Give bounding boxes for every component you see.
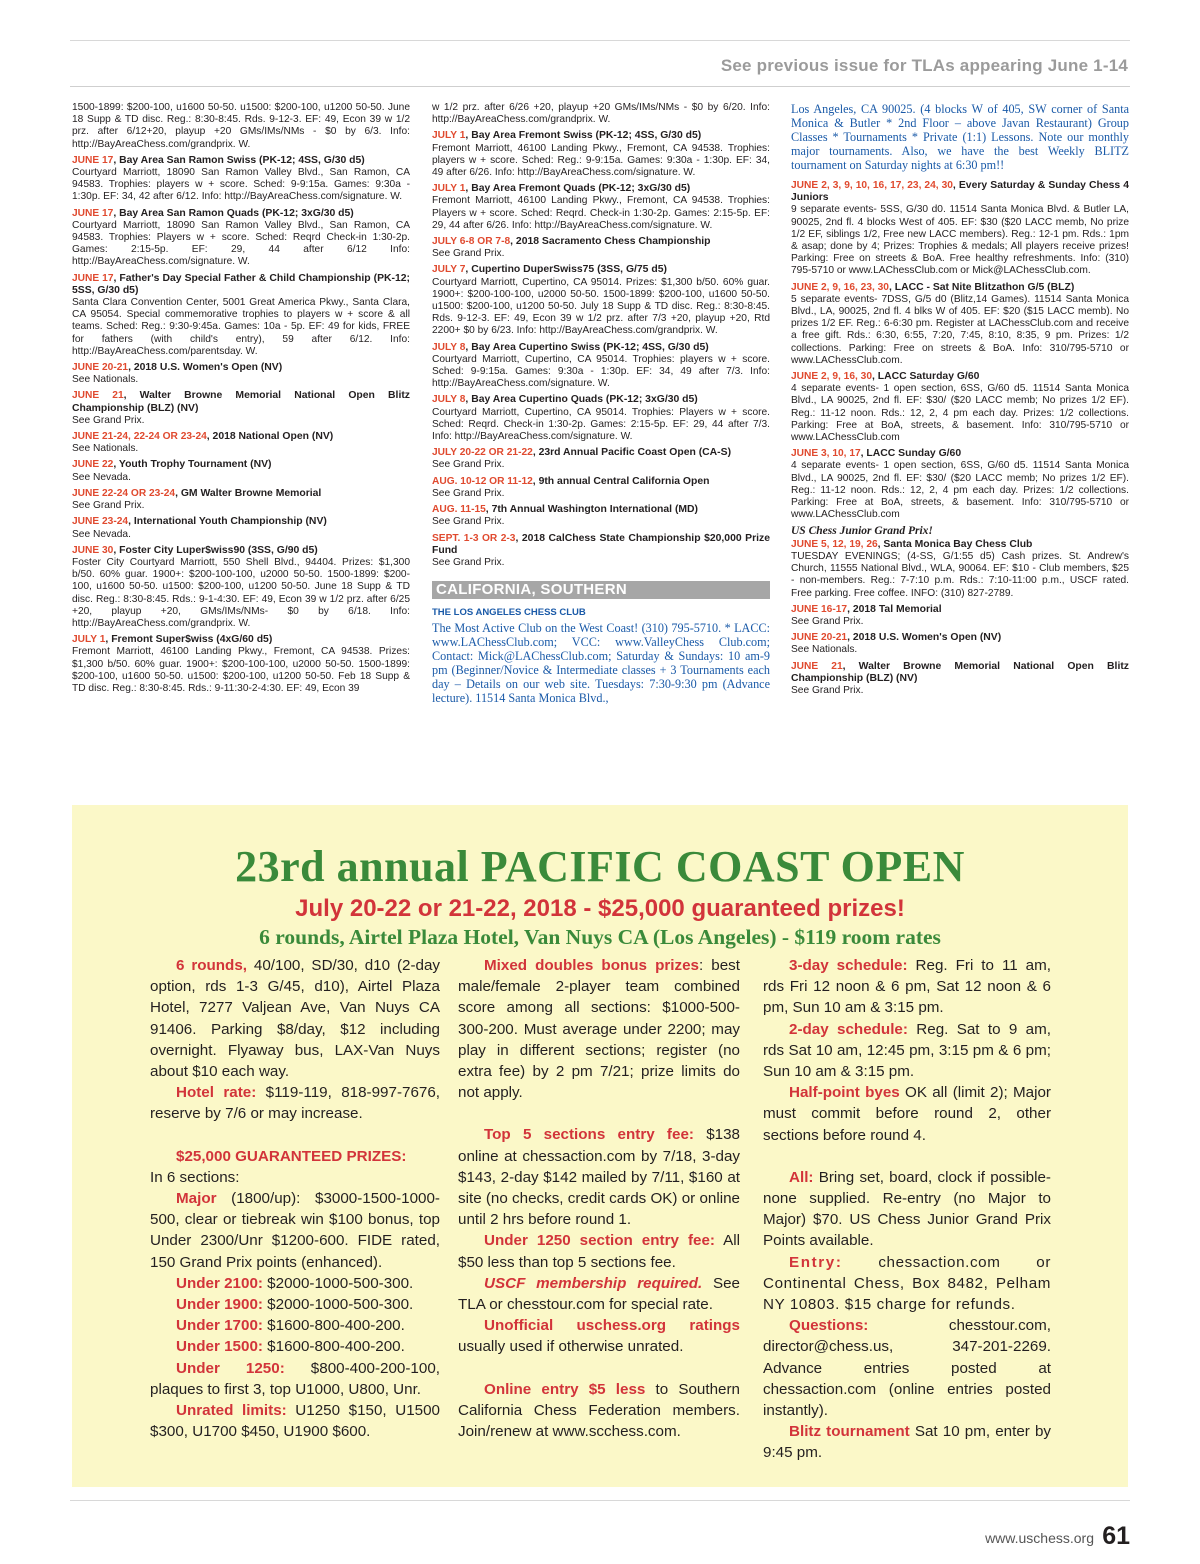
listing-details: See Grand Prix. [791, 684, 864, 696]
listing-title: , Santa Monica Bay Chess Club [877, 538, 1033, 550]
listing-dates: JUNE 21 [791, 660, 843, 672]
tournament-listing [432, 130, 770, 179]
listing-dates: JUNE 16-17 [791, 603, 848, 615]
tournament-listing [791, 539, 1129, 600]
tournament-listing [72, 102, 410, 151]
top-rule [70, 40, 1130, 41]
listing-dates: JULY 7 [432, 264, 466, 276]
listing-title: , Fremont Super$wiss (4xG/60 d5) [105, 634, 273, 646]
listing-title: , 2018 U.S. Women's Open (NV) [128, 362, 283, 374]
listing-title: , LACC - Sat Nite Blitzathon G/5 (BLZ) [888, 281, 1075, 293]
listing-heading [72, 431, 410, 443]
tournament-listing [72, 362, 410, 386]
junior-grand-prix-heading: US Chess Junior Grand Prix! [791, 525, 933, 538]
listing-heading [791, 180, 1129, 204]
tournament-listing [791, 661, 1129, 698]
listing-column-1 [72, 102, 410, 699]
listing-dates: JULY 1 [432, 183, 466, 195]
unofficial-ratings-paragraph: Unofficial uschess.org ratings usually used if otherwise unrated. [458, 1317, 740, 1356]
listing-details: Fremont Marriott, 46100 Landing Pkwy., Fremont, CA 94538. Trophies: players w + score. Sched: Reg.: 9-9:15a. Games: 9:30a - 1:30p. EF: 34, 49 after 6/26. Info: http://BayAreaChess.com/signature. W. [432, 142, 770, 179]
listing-details: See Grand Prix. [432, 248, 505, 260]
tournament-listing [432, 533, 770, 570]
listing-details: See Grand Prix. [432, 459, 505, 471]
tournament-listing [791, 180, 1129, 278]
tournament-listing [72, 634, 410, 695]
listing-heading [72, 545, 410, 557]
under-1700-prizes: Under 1700: $1600-800-400-200. [176, 1317, 405, 1335]
tournament-listing [791, 448, 1129, 521]
tournament-listing [72, 459, 410, 483]
listing-title: , Foster City Luper$wiss90 (3SS, G/90 d5) [113, 544, 318, 556]
listing-dates: JUNE 22 [72, 459, 114, 471]
listing-heading [432, 342, 770, 354]
listing-details: Fremont Marriott, 46100 Landing Pkwy., Fremont, CA 94538. Prizes: $1,300 b/50. 60% guar. 1900+: $200-100-100, u2000 50-50. 1500-1899: $200-100, u1600 50-50. u1500: $200-100, u1200 50-50. Feb 18 Supp & TD disc. Reg.: 8:30-8:45. Rds.: 9-11:30-2-4:30. EF: 49, Econ 39 [72, 646, 410, 694]
blitz-paragraph: Blitz tournament Sat 10 pm, enter by 9:45 pm. [763, 1423, 1051, 1462]
listing-heading [72, 634, 410, 646]
listing-heading [432, 130, 770, 142]
hotel-rate-paragraph: Hotel rate: $119-119, 818-997-7676, reserve by 7/6 or may increase. [150, 1084, 441, 1123]
online-entry-paragraph: Online entry $5 less to Southern California Chess Federation members. Join/renew at www.scchess.com. [458, 1380, 740, 1441]
listing-heading [432, 504, 770, 516]
listing-details: See Grand Prix. [432, 516, 505, 528]
tournament-listing [432, 236, 770, 260]
tournament-listing [432, 504, 770, 528]
listing-dates: JUNE 17 [72, 272, 114, 284]
listing-dates: JUNE 17 [72, 154, 114, 166]
listing-title: , 2018 National Open (NV) [206, 431, 334, 443]
listing-title: , Walter Browne Memorial National Open Blitz Championship (BLZ) (NV) [791, 660, 1129, 684]
listing-dates: JUNE 22-24 OR 23-24 [72, 487, 176, 499]
listing-column-2 [432, 102, 770, 705]
listing-title: , LACC Saturday G/60 [871, 371, 980, 383]
listing-title: , 2018 Tal Memorial [847, 603, 942, 615]
listing-dates: SEPT. 1-3 OR 2-3 [432, 532, 516, 544]
listing-details: Courtyard Marriott, 18090 San Ramon Valley Blvd., San Ramon, CA 94583. Trophies: Players w + score. Sched: Reqrd Check-in 1:30-2p. Games: 2:15-5p. EF: 29, 44 after 6/12 Info: http://BayAreaChess.com/signature. W. [72, 219, 410, 268]
listing-details: w 1/2 prz. after 6/26 +20, playup +20 GMs/IMs/NMs - $0 by 6/20. Info: http://BayAreaChess.com/grandprix. W. [432, 102, 770, 126]
footer-url: www.uschess.org [985, 1530, 1094, 1546]
listing-heading [432, 476, 770, 488]
listing-dates: JUNE 20-21 [72, 362, 129, 374]
tournament-listing [72, 390, 410, 427]
listing-dates: JULY 6-8 OR 7-8 [432, 236, 511, 248]
listing-dates: JULY 1 [72, 634, 106, 646]
club-description: The Most Active Club on the West Coast! (310) 795-5710. * LACC: www.LAChessClub.com; VCC: www.ValleyChess Club.com; Contact: Mick@LAChessClub.com; Saturday & Sundays: 10 am-9 pm (Beginner/Novice & Intermediate classes + 3 Tournaments each day – Details on our web site. Tuesdays: 7:30-9:30 pm (Advance lecture). 11514 Santa Monica Blvd., [432, 620, 770, 705]
listing-title: , Bay Area Fremont Quads (PK-12; 3xG/30 d5) [465, 183, 691, 195]
under-1250-prizes: Under 1250: $800-400-200-100, plaques to first 3, top U1000, U800, Unr. [150, 1359, 440, 1398]
entry-fee-paragraph: Top 5 sections entry fee: $138 online at chessaction.com by 7/18, 3-day $143, 2-day $142 mailed by 7/11, $160 at site (no checks, credit cards OK) or online until 2 hrs before round 1. [458, 1126, 740, 1229]
listing-heading [432, 447, 770, 459]
listing-title: , Walter Browne Memorial National Open Blitz Championship (BLZ) (NV) [72, 390, 410, 414]
listing-title: , Bay Area Fremont Swiss (PK-12; 4SS, G/30 d5) [465, 130, 702, 142]
tournament-listing [72, 208, 410, 269]
listing-heading [791, 604, 1129, 616]
listing-details: Foster City Courtyard Marriott, 550 Shell Blvd., 94404. Prizes: $1,300 b/50. 60% guar. 1900+: $200-100-100, u2000 50-50. 1500-1899: $200-100, u1600 50-50. u1500: $200-100, u1200 50-50. June 18 Supp & TD disc. Reg.: 8:30-8:45. Rds.: 9-1-4:30. EF: 49, Econ 39 w 1/2 prz. after 6/25 +20, playup +20, GMs/IMs/NMs- $0 by 6/18. Info: http://BayAreaChess.com/grandprix. W. [72, 556, 410, 629]
listing-heading [791, 282, 1129, 294]
listing-details: 4 separate events- 1 open section, 6SS, G/60 d5. 11514 Santa Monica Blvd., LA 90025, 2nd fl. EF: $30/ ($20 LACC memb; No prizes 1/2 EF). Reg.: 11-12 noon. Rds.: 12, 2, 4 pm each day. Prizes: 1/2 collections. Parking: Free at BoA, streets, & basement. Info: 310/795-5710 or www.LAChessClub.com [791, 460, 1129, 521]
entry-paragraph: Entry: chessaction.com or Continental Chess, Box 8482, Pelham NY 10803. $15 charge for refunds. [763, 1253, 1051, 1314]
ad-column-3 [763, 955, 1051, 1464]
listing-title: , Cupertino DuperSwiss75 (3SS, G/75 d5) [465, 264, 667, 276]
listing-dates: AUG. 11-15 [432, 504, 486, 516]
listing-heading [72, 273, 410, 297]
listing-heading [432, 183, 770, 195]
ad-column-2 [458, 955, 740, 1442]
club-title: THE LOS ANGELES CHESS CLUB [432, 607, 586, 619]
listing-heading [432, 236, 770, 248]
under-1900-prizes: Under 1900: $2000-1000-500-300. [176, 1296, 414, 1314]
listing-details: See Nationals. [72, 443, 139, 455]
ad-subtitle-2: 6 rounds, Airtel Plaza Hotel, Van Nuys CA (Los Angeles) - $119 room rates [259, 925, 941, 949]
listing-details: See Nationals. [791, 644, 858, 656]
under-2100-prizes: Under 2100: $2000-1000-500-300. [176, 1274, 414, 1292]
tournament-listing [432, 102, 770, 126]
listing-details: Courtyard Marriott, Cupertino, CA 95014. Prizes: $1,300 b/50. 60% guar. 1900+: $200-100-100, u2000 50-50. 1500-1899: $200-100, u1600 50-50. u1500: $200-100, u1200 50-50. July 18 Supp & TD disc. Reg.: 8:30-8:45. Rds. 9-12-3. EF: 49, Econ 39 w 1/2 prz. after 7/3 +20, playup +20, Rtd 2200+ $0 by 6/23. Info: http://BayAreaChess.com/grandprix. W. [432, 276, 770, 337]
listing-heading [432, 264, 770, 276]
pacific-coast-open-ad [72, 805, 1128, 1487]
listing-title: , 2018 CalChess State Championship $20,000 Prize Fund [432, 532, 771, 556]
listing-details: TUESDAY EVENINGS; (4-SS, G/1:55 d5) Cash prizes. St. Andrew's Church, 11555 National Blvd., WLA, 90064. EF: $10 - Club members, $25 - non-members. Reg.: 7-7:10 p.m. Rds.: 7:10-11:00 p.m., USCF rated. Free parking. Free coffee. INFO: (310) 827-2789. [791, 550, 1129, 599]
section-header: CALIFORNIA, SOUTHERN [432, 581, 770, 599]
listing-dates: JUNE 2, 3, 9, 10, 16, 17, 23, 24, 30 [791, 180, 953, 191]
listing-heading [72, 459, 410, 471]
tournament-listing [791, 604, 1129, 628]
listing-heading [791, 539, 1129, 551]
listing-heading [432, 533, 770, 557]
tournament-listing [432, 264, 770, 337]
listing-heading [72, 155, 410, 167]
listing-details: See Grand Prix. [72, 414, 145, 426]
tournament-listing [72, 488, 410, 512]
tournament-listing [432, 183, 770, 232]
listing-dates: JUNE 2, 9, 16, 30 [791, 371, 872, 383]
unrated-limits: Unrated limits: U1250 $150, U1500 $300, U1700 $450, U1900 $600. [150, 1402, 440, 1441]
listing-details: 9 separate events- 5SS, G/30 d0. 11514 Santa Monica Blvd. & Butler LA, 90025, 2nd fl. 4 blocks West of 405. EF: $30 ($20 LACC memb, No prize 1/2 EF, siblings 1/2, Free new LACC members). Reg.: 12-1 pm. Rds.: 1pm & asap; done by 4; Prizes: Trophies & medals; All players receive prizes! Parking: Free on streets & BoA. Free healthy refreshments. Info: (310) 795-5710 or www.LAChessClub.com or Mick@LAChessClub.com. [791, 204, 1129, 277]
listing-dates: JULY 8 [432, 394, 466, 406]
listing-details: See Grand Prix. [791, 615, 864, 627]
listing-details: See Nevada. [72, 528, 131, 540]
tournament-listing [72, 516, 410, 540]
tournament-listing [72, 545, 410, 630]
tournament-listing [791, 282, 1129, 367]
listing-title: , Bay Area Cupertino Quads (PK-12; 3xG/30 d5) [465, 394, 698, 406]
listing-details: See Grand Prix. [432, 556, 505, 568]
listing-heading [791, 632, 1129, 644]
listing-heading [791, 661, 1129, 685]
header-rule [70, 86, 1130, 87]
two-day-schedule: 2-day schedule: Reg. Sat to 9 am, rds Sat 10 am, 12:45 pm, 3:15 pm & 6 pm; Sun 10 am & 3:15 pm. [763, 1020, 1051, 1081]
listing-title: , LACC Sunday G/60 [860, 448, 962, 460]
byes-paragraph: Half-point byes OK all (limit 2); Major must commit before round 2, other sections before round 4. [763, 1084, 1051, 1144]
footer-rule [70, 1500, 1130, 1501]
listing-dates: JUNE 3, 10, 17 [791, 448, 861, 460]
listing-title: , 2018 U.S. Women's Open (NV) [847, 632, 1002, 644]
ad-column-1 [150, 955, 440, 1442]
guaranteed-prizes-heading: $25,000 GUARANTEED PRIZES: [176, 1147, 407, 1165]
listing-dates: JUNE 21 [72, 390, 124, 402]
ad-subtitle: July 20-22 or 21-22, 2018 - $25,000 guaranteed prizes! [295, 895, 905, 922]
listing-column-3 [791, 102, 1129, 701]
listing-title: , Every Saturday & Sunday Chess 4 Juniors [791, 180, 1129, 204]
listing-heading [72, 208, 410, 220]
listing-dates: JUNE 30 [72, 544, 114, 556]
questions-paragraph: Questions: chesstour.com, director@chess.us, 347-201-2269. Advance entries posted at chessaction.com (online entries posted instantly). [763, 1317, 1051, 1420]
listing-details: 5 separate events- 7DSS, G/5 d0 (Blitz,14 Games). 11514 Santa Monica Blvd., LA, 90025, 2nd fl. 4 blks W of 405. EF: $20 ($15 LACC memb). No prizes 1/2 EF. Reg.: 6-6:30 pm. Register at LAChessClub.com and receive a free gift. Rds.: 6:30, 6:55, 7:20, 7:45, 8:10, 8:35, 9 pm. Prizes: 1/2 collections. Parking: Free on streets & BoA. Info: 310/795-5710 or www.LAChessClub.com. [791, 293, 1129, 366]
tournament-listing [791, 632, 1129, 656]
listing-heading [791, 371, 1129, 383]
listing-title: , GM Walter Browne Memorial [175, 487, 322, 499]
listing-title: , Bay Area San Ramon Quads (PK-12; 3xG/30 d5) [113, 207, 354, 219]
tournament-listing [791, 371, 1129, 444]
listing-title: , Bay Area Cupertino Swiss (PK-12; 4SS, G/30 d5) [465, 341, 709, 353]
page-header: See previous issue for TLAs appearing June 1-14 [720, 56, 1128, 75]
listing-dates: AUG. 10-12 OR 11-12 [432, 475, 533, 487]
club-description-continued: Los Angeles, CA 90025. (4 blocks W of 405, SW corner of Santa Monica & Butler * 2nd Floor – above Javan Restaurant) Group Classes * Tournaments * Private (1:1) Lessons. Note our monthly major tournaments. Also, we have the best Weekly BLITZ tournament on Saturday nights at 6:30 pm!! [791, 102, 1129, 172]
listing-title: , Bay Area San Ramon Swiss (PK-12; 4SS, G/30 d5) [113, 154, 365, 166]
under-1250-fee-paragraph: Under 1250 section entry fee: All $50 less than top 5 sections fee. [458, 1232, 740, 1271]
tournament-listing [72, 155, 410, 204]
tournament-listing [432, 342, 770, 391]
listing-details: See Grand Prix. [432, 487, 505, 499]
listing-title: , International Youth Championship (NV) [128, 516, 327, 528]
listing-details: See Nationals. [72, 374, 139, 386]
ad-title: 23rd annual PACIFIC COAST OPEN [235, 842, 965, 891]
listing-details: Courtyard Marriott, Cupertino, CA 95014. Trophies: Players w + score. Sched: Reqrd. Check-in 1:30-2p. Games: 2:15-5p. EF: 29, 44 after 7/3. Info: http://BayAreaChess.com/signature. W. [432, 406, 770, 443]
three-day-schedule: 3-day schedule: Reg. Fri to 11 am, rds Fri 12 noon & 6 pm, Sat 12 noon & 6 pm, Sun 10 am & 3:15 pm. [763, 957, 1052, 1017]
listing-details: See Nevada. [72, 471, 131, 483]
tournament-listing [72, 273, 410, 358]
sections-line: In 6 sections: [150, 1168, 240, 1186]
mixed-doubles-paragraph: Mixed doubles bonus prizes: best male/female 2-player team combined score among all sections: $1000-500-300-200. Must average under 2200; may play in different sections; register (no extra fee) by 2 pm 7/21; prize limits do not apply. [458, 957, 740, 1102]
listing-title: , 7th Annual Washington International (MD) [485, 504, 699, 516]
listing-details: Courtyard Marriott, Cupertino, CA 95014. Trophies: players w + score. Sched: 9-9:15a. Games: 9:30a - 1:30p. EF: 34, 49 after 7/3. Info: http://BayAreaChess.com/signature. W. [432, 353, 770, 390]
listing-title: , 23rd Annual Pacific Coast Open (CA-S) [532, 447, 732, 459]
listing-heading [72, 516, 410, 528]
listing-title: , 9th annual Central California Open [532, 475, 710, 487]
listing-details: 4 separate events- 1 open section, 6SS, G/60 d5. 11514 Santa Monica Blvd., LA 90025, 2nd fl. EF: $30/ ($20 LACC memb; No prizes 1/2 EF). Reg.: 11-12 noon. Rds.: 12, 2, 4 pm each day. Prizes: 1/2 collections. Parking: Free at BoA, streets, & basement. Info: 310/795-5710 or www.LAChessClub.com [791, 383, 1129, 444]
membership-paragraph: USCF membership required. See TLA or chesstour.com for special rate. [458, 1274, 741, 1314]
tournament-listing [432, 447, 770, 471]
listing-dates: JUNE 17 [72, 207, 114, 219]
listing-heading [791, 448, 1129, 460]
listing-details: Fremont Marriott, 46100 Landing Pkwy., Fremont, CA 94538. Trophies: Players w + score. Sched: Reqrd. Check-in 1:30-2p. Games: 2:15-5p. EF: 29, 44 after 6/26. Info: http://BayAreaChess.com/signature. W. [432, 195, 770, 231]
tournament-listing [432, 476, 770, 500]
listing-title: , Father's Day Special Father & Child Championship (PK-12; 5SS, G/30 d5) [72, 272, 410, 296]
under-1500-prizes: Under 1500: $1600-800-400-200. [176, 1338, 405, 1356]
listing-dates: JUNE 20-21 [791, 632, 848, 644]
listing-details: 1500-1899: $200-100, u1600 50-50. u1500: $200-100, u1200 50-50. June 18 Supp & TD disc. Reg.: 8:30-8:45. Rds. 9-12-3. EF: 49, Econ 39 w 1/2 prz. after 6/12+20, playup +20 GMs/IMs/NMs - $0 by 6/3. Info: http://BayAreaChess.com/grandprix. W. [72, 102, 410, 150]
listing-dates: JUNE 2, 9, 16, 23, 30 [791, 281, 889, 293]
listing-details: See Grand Prix. [72, 500, 145, 512]
listing-title: , 2018 Sacramento Chess Championship [510, 236, 711, 248]
listing-dates: JULY 8 [432, 341, 466, 353]
listing-dates: JULY 20-22 OR 21-22 [432, 447, 533, 459]
all-paragraph: All: Bring set, board, clock if possible- none supplied. Re-entry (no Major to Major) $70. US Chess Junior Grand Prix Points available. [763, 1168, 1051, 1250]
listing-dates: JUNE 21-24, 22-24 OR 23-24 [72, 431, 207, 443]
listing-dates: JUNE 23-24 [72, 516, 129, 528]
tournament-listing [72, 431, 410, 455]
listing-dates: JULY 1 [432, 130, 466, 142]
page-number: 61 [1102, 1522, 1130, 1550]
major-prizes: Major (1800/up): $3000-1500-1000-500, clear or tiebreak win $100 bonus, top Under 2300/Unr $1200-600. FIDE rated, 150 Grand Prix points (enhanced). [150, 1190, 440, 1271]
tournament-listing [432, 394, 770, 443]
listing-heading [72, 390, 410, 414]
rounds-paragraph: 6 rounds, 40/100, SD/30, d10 (2-day option, rds 1-3 G/45, d10), Airtel Plaza Hotel, 7277 Valjean Ave, Van Nuys CA 91406. Parking $8/day, $12 including overnight. Flyaway bus, LAX-Van Nuys about $10 each way. [150, 957, 440, 1081]
listing-heading [72, 488, 410, 500]
listing-heading [432, 394, 770, 406]
listing-title: , Youth Trophy Tournament (NV) [113, 459, 272, 471]
listing-heading [72, 362, 410, 374]
listing-dates: JUNE 5, 12, 19, 26 [791, 538, 878, 550]
listing-details: Santa Clara Convention Center, 5001 Great America Pkwy., Santa Clara, CA 95054. Special commemorative trophies to players w + score & all teams. Sched: Reg.: 9:30-9:45a. Games: 10a - 5p. EF: 49 for kids, FREE for fathers (with child's entry), 59 after 6/12. Info: http://BayAreaChess.com/parentsday. W. [72, 297, 410, 357]
listing-details: Courtyard Marriott, 18090 San Ramon Valley Blvd., San Ramon, CA 94583. Trophies: players w + score. Sched: 9-9:15a. Games: 9:30a - 1:30p. EF: 34, 42 after 6/12. Info: http://BayAreaChess.com/signature. W. [72, 167, 410, 203]
